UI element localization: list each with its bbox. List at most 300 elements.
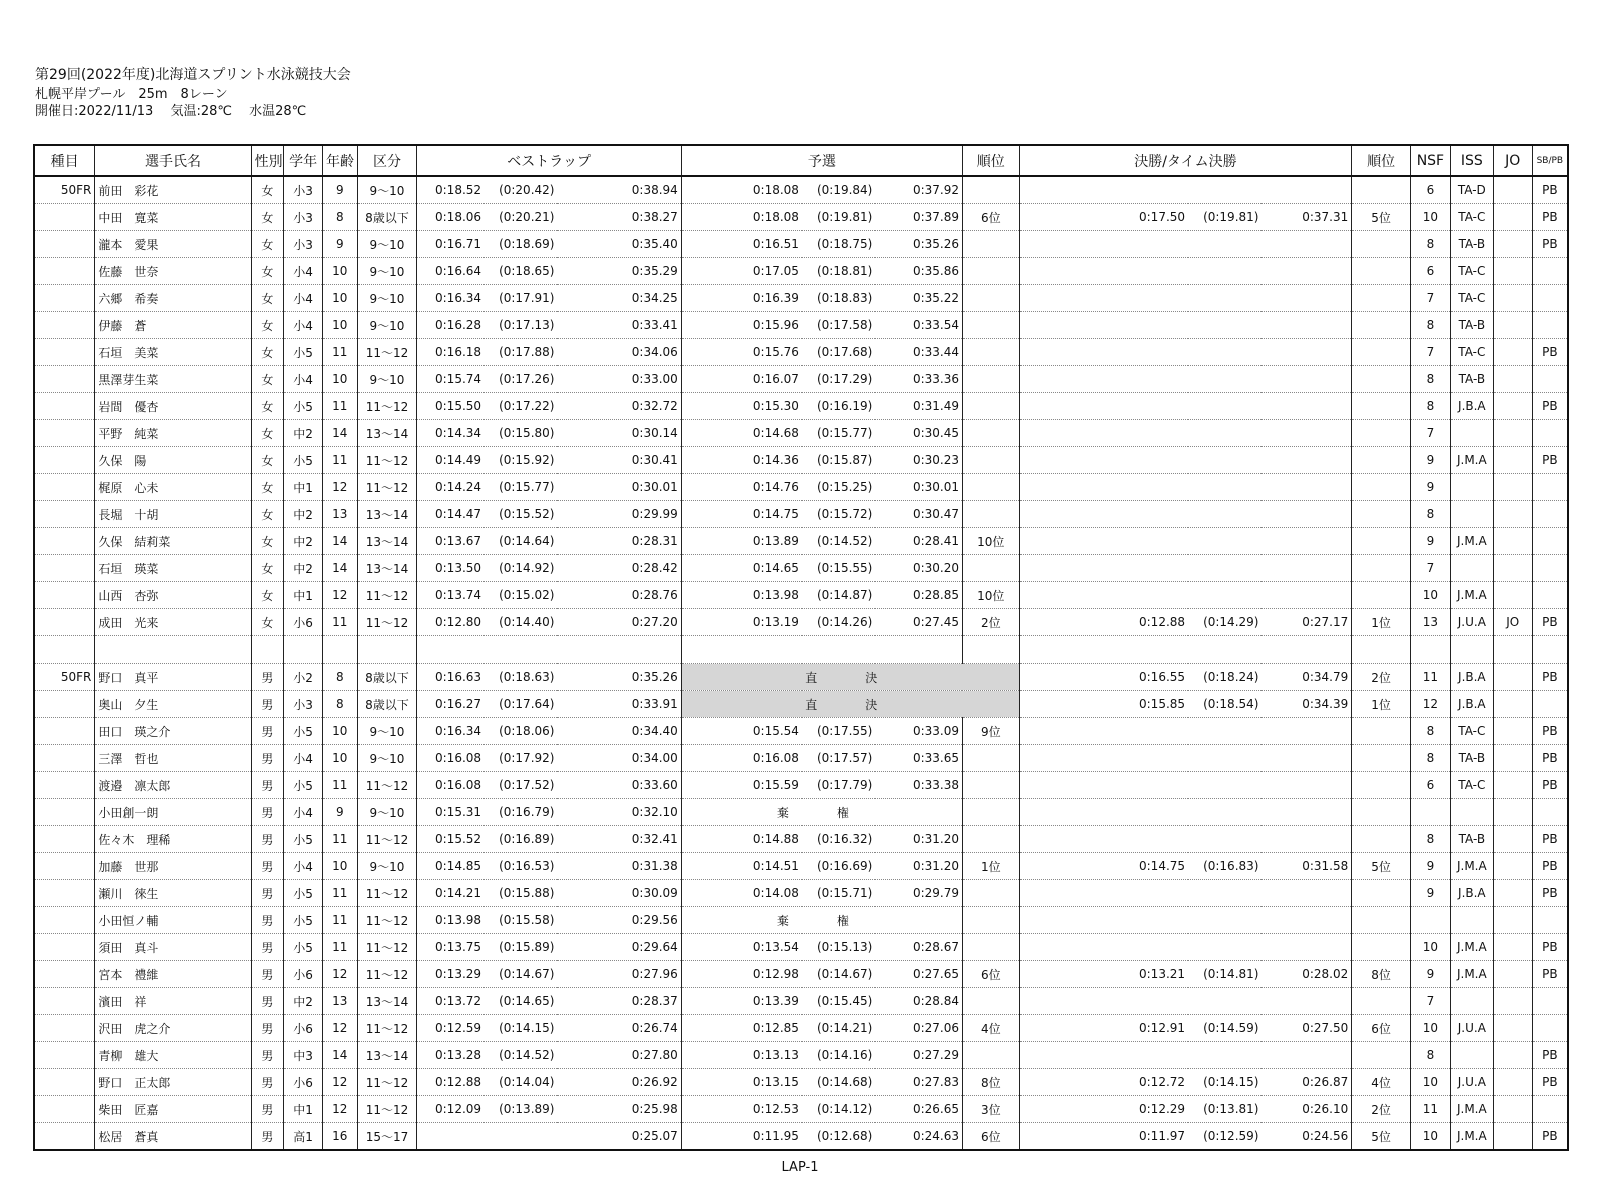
jo-cell [1493,907,1532,934]
table-row [34,1096,1568,1123]
iss-cell: J.M.A [1450,1096,1493,1123]
table-row [34,1069,1568,1096]
prelim-50: 0:15.76 [681,339,802,366]
prelim-total: 0:27.45 [875,609,962,636]
prelim-rank [962,1042,1019,1069]
age-cell: 10 [322,718,357,745]
age-cell: 11 [322,907,357,934]
results-body [34,176,1568,1150]
final-rank: 5位 [1352,853,1411,880]
iss-cell: J.M.A [1450,1123,1493,1151]
best-lap-total: 0:33.00 [557,366,681,393]
best-lap-total: 0:34.00 [557,745,681,772]
best-lap-total: 0:28.76 [557,582,681,609]
prelim-total: 0:30.23 [875,447,962,474]
table-row [34,880,1568,907]
grade-cell: 中1 [284,582,323,609]
empty-cell [1019,636,1188,664]
final-total [1261,799,1351,826]
division-cell: 11～12 [357,1015,417,1042]
pb-cell: PB [1532,664,1568,691]
nsf-cell: 11 [1410,1096,1450,1123]
nsf-cell: 13 [1410,609,1450,636]
best-lap-50: 0:15.50 [417,393,484,420]
jo-cell [1493,393,1532,420]
table-row [34,258,1568,285]
final-total [1261,312,1351,339]
jo-cell [1493,285,1532,312]
prelim-50: 0:14.68 [681,420,802,447]
age-cell: 12 [322,1015,357,1042]
event-cell [34,934,95,961]
best-lap-total: 0:32.10 [557,799,681,826]
nsf-cell: 6 [1410,772,1450,799]
final-split [1188,501,1261,528]
table-row [34,718,1568,745]
nsf-cell: 9 [1410,447,1450,474]
empty-cell [322,636,357,664]
prelim-split: (0:17.79) [802,772,875,799]
division-cell: 11～12 [357,826,417,853]
pb-cell [1532,555,1568,582]
jo-cell [1493,1015,1532,1042]
division-cell: 13～14 [357,528,417,555]
sex-cell: 男 [251,1096,284,1123]
division-cell: 9～10 [357,258,417,285]
prelim-rank [962,907,1019,934]
iss-cell: TA-C [1450,772,1493,799]
pb-cell: PB [1532,718,1568,745]
swimmer-name: 佐々木 理稀 [95,826,251,853]
prelim-50: 0:13.13 [681,1042,802,1069]
empty-cell [875,636,962,664]
prelim-50: 0:16.51 [681,231,802,258]
prelim-50: 0:13.39 [681,988,802,1015]
final-50 [1019,258,1188,285]
sex-cell: 男 [251,826,284,853]
event-cell [34,528,95,555]
best-lap-total: 0:29.99 [557,501,681,528]
sex-cell: 女 [251,501,284,528]
best-lap-split: (0:16.79) [484,799,557,826]
nsf-cell: 6 [1410,258,1450,285]
final-50 [1019,772,1188,799]
final-total [1261,176,1351,204]
prelim-50: 0:14.76 [681,474,802,501]
age-cell: 11 [322,609,357,636]
table-header-row [34,145,1568,176]
final-rank [1352,826,1411,853]
best-lap-split: (0:15.58) [484,907,557,934]
grade-cell: 小4 [284,799,323,826]
event-cell [34,1015,95,1042]
prelim-total: 0:35.22 [875,285,962,312]
best-lap-split: (0:17.88) [484,339,557,366]
best-lap-50: 0:16.64 [417,258,484,285]
grade-cell: 小5 [284,826,323,853]
final-rank [1352,718,1411,745]
grade-cell: 小5 [284,772,323,799]
prelim-total: 0:30.01 [875,474,962,501]
event-cell [34,420,95,447]
final-50: 0:12.72 [1019,1069,1188,1096]
empty-cell [1493,636,1532,664]
prelim-rank [962,555,1019,582]
swimmer-name: 梶原 心未 [95,474,251,501]
prelim-total: 0:33.44 [875,339,962,366]
best-lap-50: 0:13.74 [417,582,484,609]
final-50 [1019,501,1188,528]
final-50 [1019,285,1188,312]
sex-cell: 女 [251,420,284,447]
sex-cell: 男 [251,853,284,880]
age-cell: 13 [322,501,357,528]
best-lap-50: 0:16.28 [417,312,484,339]
prelim-rank: 10位 [962,528,1019,555]
nsf-cell: 10 [1410,1015,1450,1042]
best-lap-split: (0:14.64) [484,528,557,555]
best-lap-split: (0:15.80) [484,420,557,447]
final-50: 0:12.29 [1019,1096,1188,1123]
final-rank [1352,447,1411,474]
prelim-rank: 6位 [962,204,1019,231]
final-split: (0:16.83) [1188,853,1261,880]
nsf-cell: 10 [1410,1069,1450,1096]
best-lap-50: 0:14.21 [417,880,484,907]
final-split [1188,366,1261,393]
nsf-cell: 8 [1410,745,1450,772]
best-lap-total: 0:30.01 [557,474,681,501]
nsf-cell: 10 [1410,204,1450,231]
prelim-50: 0:13.89 [681,528,802,555]
table-row [34,853,1568,880]
prelim-rank [962,501,1019,528]
prelim-split: (0:15.55) [802,555,875,582]
sex-cell: 男 [251,664,284,691]
meet-title: 第29回(2022年度)北海道スプリント水泳競技大会 [35,67,351,83]
swimmer-name: 青柳 雄大 [95,1042,251,1069]
jo-cell [1493,501,1532,528]
pb-cell: PB [1532,393,1568,420]
jo-cell [1493,664,1532,691]
iss-cell: TA-B [1450,826,1493,853]
division-cell: 11～12 [357,393,417,420]
col-event: 種目 [34,145,95,176]
final-total [1261,988,1351,1015]
division-cell: 11～12 [357,609,417,636]
prelim-total: 0:28.41 [875,528,962,555]
event-cell [34,988,95,1015]
best-lap-50: 0:12.09 [417,1096,484,1123]
swimmer-name: 田口 瑛之介 [95,718,251,745]
nsf-cell: 8 [1410,393,1450,420]
grade-cell: 中3 [284,1042,323,1069]
prelim-total: 0:30.47 [875,501,962,528]
col-prelim: 予選 [681,145,962,176]
prelim-total: 0:37.89 [875,204,962,231]
final-total [1261,501,1351,528]
pb-cell: PB [1532,339,1568,366]
iss-cell: J.B.A [1450,664,1493,691]
sex-cell: 女 [251,339,284,366]
best-lap-split: (0:15.02) [484,582,557,609]
best-lap-total: 0:27.20 [557,609,681,636]
event-cell [34,609,95,636]
final-split [1188,718,1261,745]
final-total: 0:31.58 [1261,853,1351,880]
table-row [34,366,1568,393]
jo-cell [1493,528,1532,555]
best-lap-total: 0:25.98 [557,1096,681,1123]
final-rank [1352,772,1411,799]
table-row [34,312,1568,339]
iss-cell: TA-B [1450,745,1493,772]
best-lap-total: 0:26.92 [557,1069,681,1096]
age-cell: 8 [322,664,357,691]
jo-cell [1493,961,1532,988]
best-lap-split: (0:14.40) [484,609,557,636]
iss-cell [1450,420,1493,447]
sex-cell: 女 [251,393,284,420]
prelim-split: (0:15.87) [802,447,875,474]
pb-cell: PB [1532,880,1568,907]
nsf-cell: 12 [1410,691,1450,718]
jo-cell [1493,1096,1532,1123]
final-split [1188,826,1261,853]
final-total: 0:26.87 [1261,1069,1351,1096]
division-cell: 9～10 [357,745,417,772]
swimmer-name: 佐藤 世奈 [95,258,251,285]
final-split: (0:14.15) [1188,1069,1261,1096]
empty-cell [417,636,484,664]
prelim-rank [962,474,1019,501]
prelim-split: (0:17.68) [802,339,875,366]
pb-cell: PB [1532,745,1568,772]
prelim-rank [962,826,1019,853]
division-cell: 11～12 [357,1069,417,1096]
final-total [1261,474,1351,501]
jo-cell [1493,204,1532,231]
prelim-split: (0:15.77) [802,420,875,447]
final-50 [1019,745,1188,772]
prelim-rank: 1位 [962,853,1019,880]
nsf-cell: 7 [1410,285,1450,312]
event-cell [34,718,95,745]
pb-cell: PB [1532,609,1568,636]
prelim-split: (0:19.84) [802,176,875,204]
sex-cell: 女 [251,555,284,582]
prelim-split: (0:12.68) [802,1123,875,1151]
col-iss: ISS [1450,145,1493,176]
final-total [1261,393,1351,420]
nsf-cell: 7 [1410,988,1450,1015]
prelim-rank [962,366,1019,393]
final-total [1261,231,1351,258]
jo-cell [1493,231,1532,258]
prelim-split: (0:16.69) [802,853,875,880]
final-total [1261,420,1351,447]
final-total [1261,745,1351,772]
iss-cell [1450,799,1493,826]
table-row [34,285,1568,312]
age-cell: 11 [322,934,357,961]
best-lap-50: 0:16.34 [417,285,484,312]
division-cell: 9～10 [357,231,417,258]
table-row [34,1123,1568,1151]
final-50: 0:13.21 [1019,961,1188,988]
prelim-rank [962,285,1019,312]
prelim-50: 0:12.98 [681,961,802,988]
final-split: (0:18.24) [1188,664,1261,691]
age-cell: 9 [322,176,357,204]
col-jo: JO [1493,145,1532,176]
prelim-rank: 6位 [962,961,1019,988]
jo-cell [1493,826,1532,853]
division-cell: 13～14 [357,501,417,528]
best-lap-split [484,1123,557,1151]
prelim-total: 0:28.84 [875,988,962,1015]
final-split [1188,258,1261,285]
best-lap-50: 0:13.72 [417,988,484,1015]
final-rank [1352,285,1411,312]
swimmer-name: 加藤 世那 [95,853,251,880]
prelim-total: 0:31.49 [875,393,962,420]
sex-cell: 女 [251,582,284,609]
prelim-total: 0:31.20 [875,853,962,880]
empty-cell [284,636,323,664]
final-50 [1019,528,1188,555]
prelim-total: 0:33.09 [875,718,962,745]
table-row [34,664,1568,691]
final-total [1261,339,1351,366]
results-table [33,144,1569,1151]
swimmer-name: 中田 寛菜 [95,204,251,231]
prelim-50: 0:14.75 [681,501,802,528]
swimmer-name: 須田 真斗 [95,934,251,961]
best-lap-split: (0:15.89) [484,934,557,961]
best-lap-split: (0:15.77) [484,474,557,501]
nsf-cell: 8 [1410,501,1450,528]
best-lap-50: 0:14.85 [417,853,484,880]
division-cell: 11～12 [357,339,417,366]
prelim-split: (0:18.81) [802,258,875,285]
best-lap-50: 0:16.34 [417,718,484,745]
iss-cell: J.M.A [1450,934,1493,961]
sex-cell: 女 [251,285,284,312]
final-rank: 1位 [1352,691,1411,718]
pb-cell: PB [1532,1042,1568,1069]
pb-cell: PB [1532,176,1568,204]
prelim-split: (0:17.29) [802,366,875,393]
jo-cell [1493,1042,1532,1069]
event-cell: 50FR [34,664,95,691]
nsf-cell: 10 [1410,582,1450,609]
swimmer-name: 濱田 祥 [95,988,251,1015]
age-cell: 10 [322,258,357,285]
iss-cell [1450,501,1493,528]
best-lap-50: 0:15.74 [417,366,484,393]
grade-cell: 小3 [284,176,323,204]
best-lap-50: 0:13.98 [417,907,484,934]
table-row [34,231,1568,258]
final-total: 0:34.79 [1261,664,1351,691]
best-lap-50: 0:13.50 [417,555,484,582]
final-split [1188,474,1261,501]
age-cell: 14 [322,528,357,555]
pb-cell: PB [1532,1123,1568,1151]
iss-cell: J.U.A [1450,1015,1493,1042]
best-lap-total: 0:38.94 [557,176,681,204]
grade-cell: 中1 [284,1096,323,1123]
best-lap-50: 0:16.08 [417,745,484,772]
final-total [1261,582,1351,609]
swimmer-name: 小田恒ノ輔 [95,907,251,934]
iss-cell [1450,907,1493,934]
grade-cell: 小5 [284,447,323,474]
jo-cell [1493,312,1532,339]
best-lap-50: 0:15.52 [417,826,484,853]
prelim-rank [962,393,1019,420]
best-lap-total: 0:35.29 [557,258,681,285]
final-rank [1352,176,1411,204]
best-lap-split: (0:15.88) [484,880,557,907]
final-50: 0:16.55 [1019,664,1188,691]
prelim-rank: 10位 [962,582,1019,609]
iss-cell: J.M.A [1450,853,1493,880]
division-cell: 13～14 [357,988,417,1015]
final-split [1188,528,1261,555]
sex-cell: 女 [251,447,284,474]
swimmer-name: 長堀 十胡 [95,501,251,528]
empty-cell [357,636,417,664]
empty-cell [95,636,251,664]
best-lap-50: 0:13.29 [417,961,484,988]
event-cell [34,826,95,853]
event-cell [34,501,95,528]
event-cell [34,1096,95,1123]
nsf-cell: 11 [1410,664,1450,691]
table-row [34,907,1568,934]
nsf-cell: 9 [1410,528,1450,555]
prelim-split: (0:18.83) [802,285,875,312]
final-rank: 6位 [1352,1015,1411,1042]
age-cell: 10 [322,366,357,393]
age-cell: 11 [322,826,357,853]
iss-cell: TA-C [1450,204,1493,231]
best-lap-50: 0:18.06 [417,204,484,231]
final-rank: 1位 [1352,609,1411,636]
final-total: 0:24.56 [1261,1123,1351,1151]
jo-cell [1493,718,1532,745]
swimmer-name: 石垣 美菜 [95,339,251,366]
sex-cell: 女 [251,528,284,555]
prelim-split: (0:17.58) [802,312,875,339]
iss-cell [1450,474,1493,501]
sex-cell: 女 [251,609,284,636]
final-rank [1352,934,1411,961]
final-total [1261,528,1351,555]
division-cell: 11～12 [357,961,417,988]
age-cell: 16 [322,1123,357,1151]
event-cell [34,285,95,312]
prelim-rank: 8位 [962,1069,1019,1096]
iss-cell: J.U.A [1450,609,1493,636]
best-lap-split: (0:17.22) [484,393,557,420]
swimmer-name: 野口 真平 [95,664,251,691]
prelim-50: 0:13.54 [681,934,802,961]
prelim-50: 0:14.36 [681,447,802,474]
jo-cell [1493,934,1532,961]
